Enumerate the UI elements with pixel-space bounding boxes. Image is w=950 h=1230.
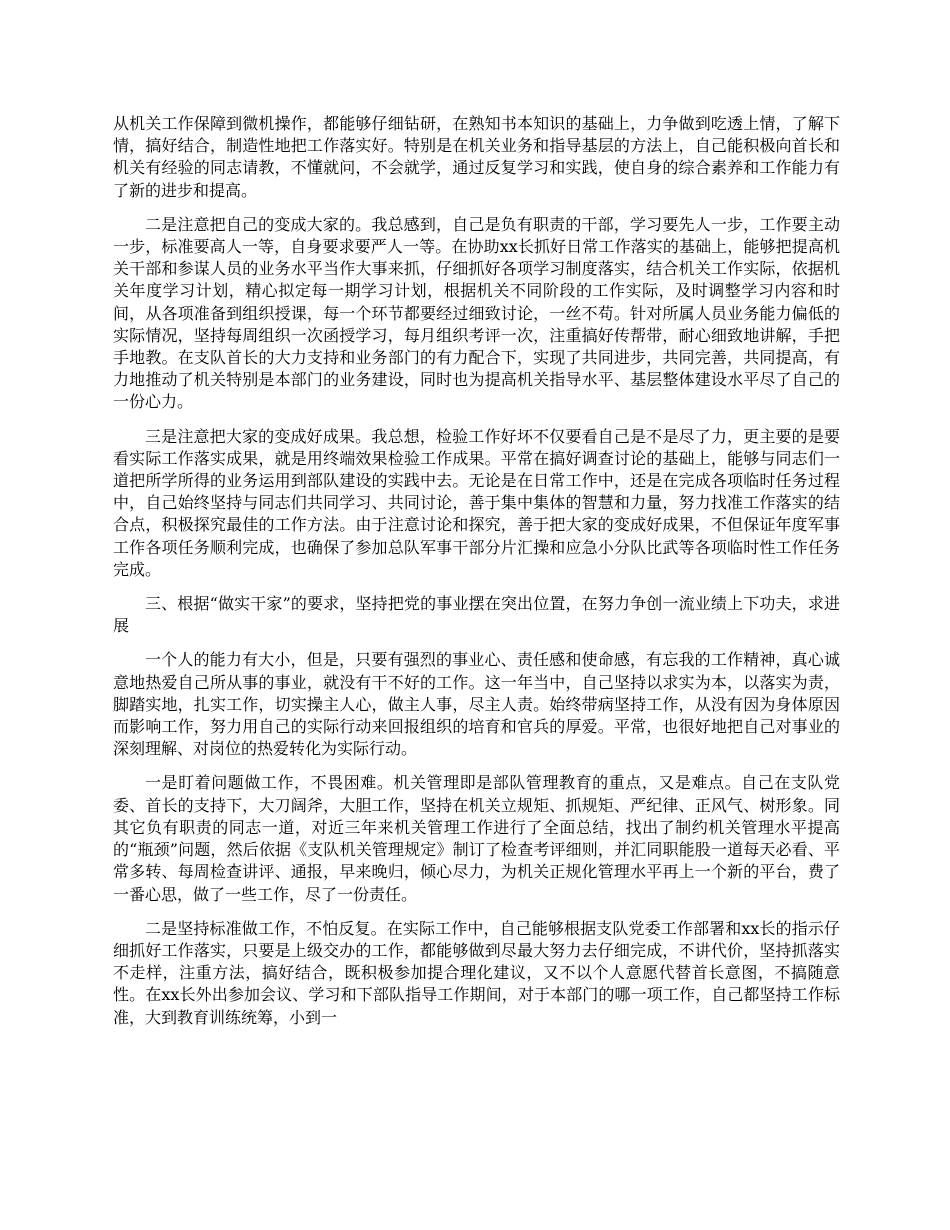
paragraph-5: 一个人的能力有大小，但是，只要有强烈的事业心、责任感和使命感，有忘我的工作精神，真心诚意地热爱自己所从事的事业，就没有干不好的工作。这一年当中，自己坚持以求实为本，以落实为责，脚踏实地，扎实工作，切实操主人心，做主人事，尽主人责。始终带病坚持工作，从没有因为身体原因而影响工作，努力用自己的实际行动来回报组织的培育和官兵的厚爱。平常，也很好地把自己对事业的深刻理解、对岗位的热爱转化为实际行动。 — [113, 650, 840, 759]
paragraph-3: 三是注意把大家的变成好成果。我总想，检验工作好坏不仅要看自己是不是尽了力，更主要的是要看实际工作落实成果，就是用终端效果检验工作成果。平常在搞好调查讨论的基础上，能够与同志们一道把所学所得的业务运用到部队建设的实践中去。无论是在日常工作中，还是在完成各项临时任务过程中，自己始终坚持与同志们共同学习、共同讨论，善于集中集体的智慧和力量，努力找准工作落实的结合点，积极探究最佳的工作方法。由于注意讨论和探究，善于把大家的变成好成果，不但保证年度军事工作各项任务顺利完成，也确保了参加总队军事干部分片汇操和应急小分队比武等各项临时性工作任务完成。 — [113, 426, 840, 579]
document-page — [113, 113, 840, 1041]
paragraph-2: 二是注意把自己的变成大家的。我总感到，自己是负有职责的干部，学习要先人一步，工作要主动一步，标准要高人一等，自身要求要严人一等。在协助xx长抓好日常工作落实的基础上，能够把提高机关干部和参谋人员的业务水平当作大事来抓，仔细抓好各项学习制度落实，结合机关工作实际，依据机关年度学习计划，精心拟定每一期学习计划，根据机关不同阶段的工作实际，及时调整学习内容和时间，从各项准备到组织授课，每一个环节都要经过细致讨论，一丝不苟。针对所属人员业务能力偏低的实际情况，坚持每周组织一次函授学习，每月组织考评一次，注重搞好传帮带，耐心细致地讲解，手把手地教。在支队首长的大力支持和业务部门的有力配合下，实现了共同进步，共同完善，共同提高，有力地推动了机关特别是本部门的业务建设，同时也为提高机关指导水平、基层整体建设水平尽了自己的一份心力。 — [113, 214, 840, 412]
paragraph-6: 一是盯着问题做工作，不畏困难。机关管理即是部队管理教育的重点，又是难点。自己在支队党委、首长的支持下，大刀阔斧，大胆工作，坚持在机关立规矩、抓规矩、严纪律、正风气、树形象。同其它负有职责的同志一道，对近三年来机关管理工作进行了全面总结，找出了制约机关管理水平提高的“瓶颈”问题，然后依据《支队机关管理规定》制订了检查考评细则，并汇同职能股一道每天必看、平常多转、每周检查讲评、通报，早来晚归，倾心尽力，为机关正规化管理水平再上一个新的平台，费了一番心思，做了一些工作，尽了一份责任。 — [113, 773, 840, 904]
paragraph-1: 从机关工作保障到微机操作，都能够仔细钻研，在熟知书本知识的基础上，力争做到吃透上情，了解下情，搞好结合，制造性地把工作落实好。特别是在机关业务和指导基层的方法上，自己能积极向首长和机关有经验的同志请教，不懂就问，不会就学，通过反复学习和实践，使自身的综合素养和工作能力有了新的进步和提高。 — [113, 114, 840, 200]
section-heading: 三、根据“做实干家”的要求，坚持把党的事业摆在突出位置，在努力争创一流业绩上下功夫，求进展 — [113, 594, 840, 636]
paragraph-7: 二是坚持标准做工作，不怕反复。在实际工作中，自己能够根据支队党委工作部署和xx长的指示仔细抓好工作落实，只要是上级交办的工作，都能够做到尽最大努力去仔细完成，不讲代价，坚持抓落实不走样，注重方法，搞好结合，既积极参加提合理化建议，又不以个人意愿代替首长意图，不搞随意性。在xx长外出参加会议、学习和下部队指导工作期间，对于本部门的哪一项工作，自己都坚持工作标准，大到教育训练统筹，小到一 — [113, 918, 840, 1027]
